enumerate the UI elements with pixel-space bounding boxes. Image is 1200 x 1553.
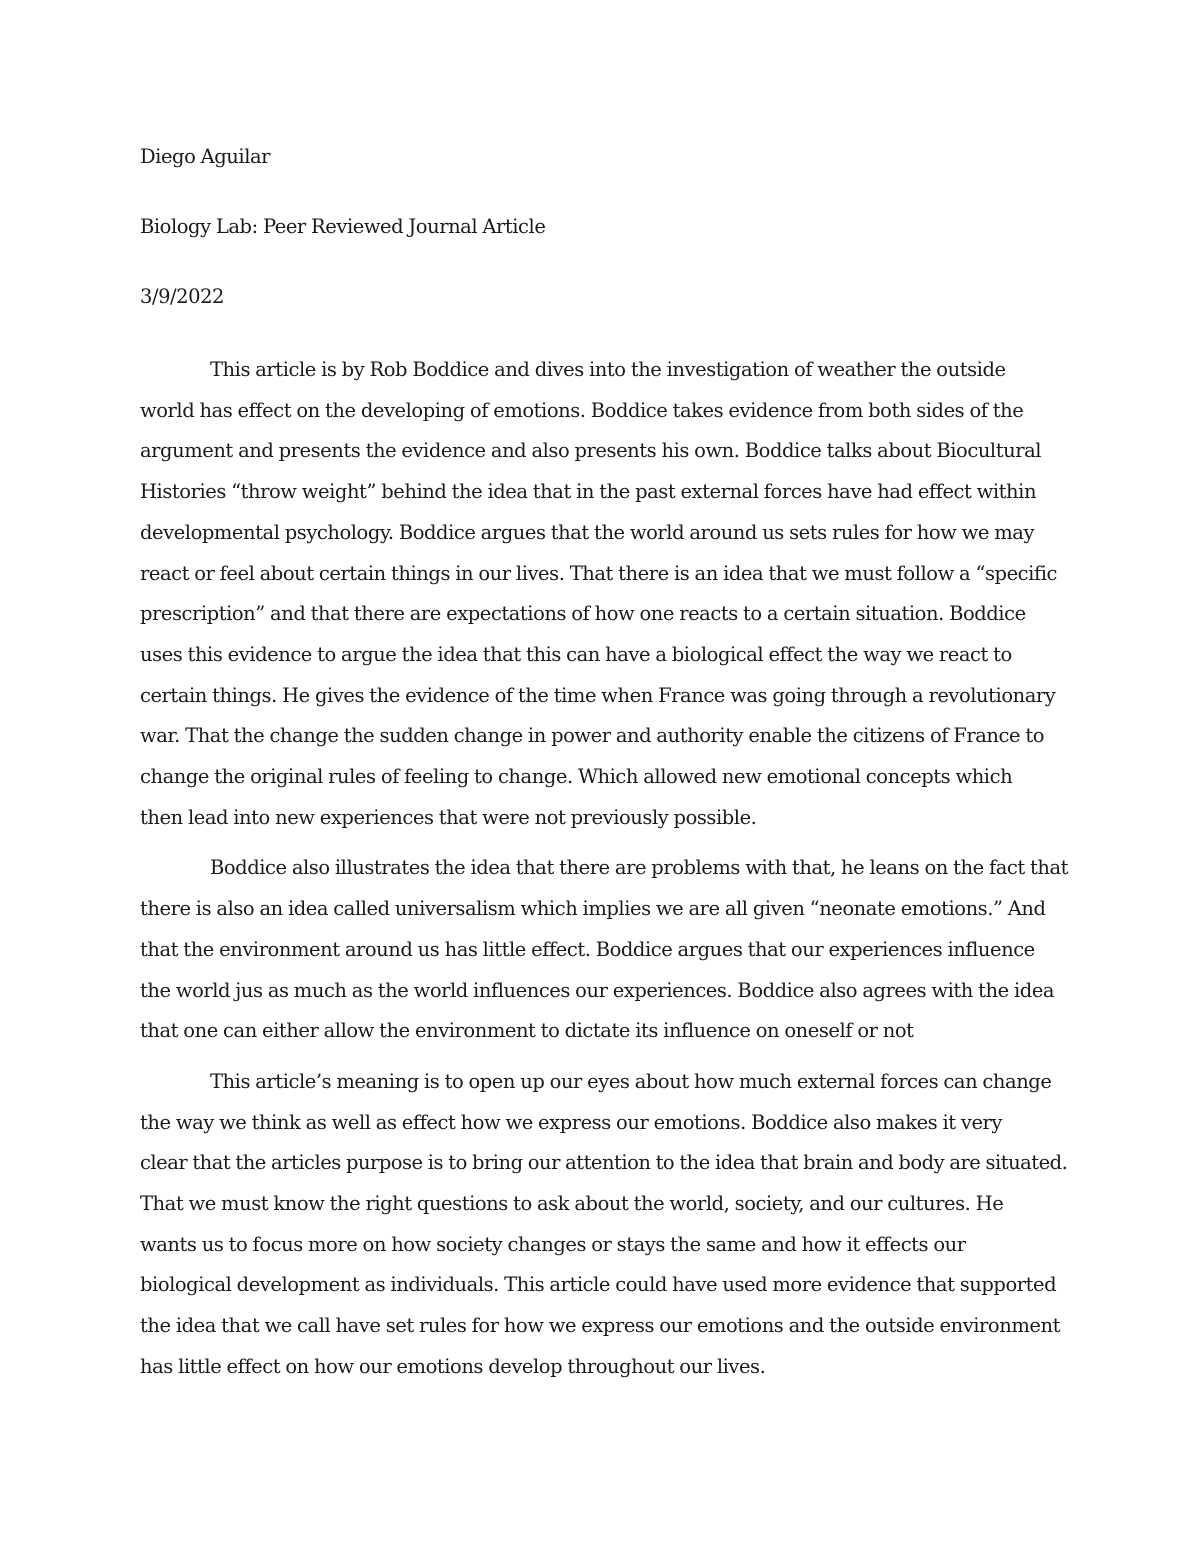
text-line: then lead into new experiences that were not previously possible.	[140, 805, 757, 829]
text-line: certain things. He gives the evidence of the time when France was going through a revolutionary	[140, 683, 1056, 707]
text-line: has little effect on how our emotions develop throughout our lives.	[140, 1354, 766, 1378]
text-line: That we must know the right questions to ask about the world, society, and our cultures. He	[140, 1192, 1004, 1216]
paragraph-3	[140, 1062, 1070, 1388]
text-line: the idea that we call have set rules for how we express our emotions and the outside environment	[140, 1314, 1060, 1338]
document-body	[140, 350, 1070, 1398]
text-line: Boddice also illustrates the idea that there are problems with that, he leans on the fact that	[210, 856, 1069, 880]
text-line: the way we think as well as effect how we express our emotions. Boddice also makes it very	[140, 1110, 1002, 1134]
text-line: This article’s meaning is to open up our eyes about how much external forces can change	[210, 1069, 1052, 1093]
text-line: the world jus as much as the world influences our experiences. Boddice also agrees with the idea	[140, 978, 1055, 1002]
text-line: biological development as individuals. This article could have used more evidence that supported	[140, 1273, 1057, 1297]
text-line: developmental psychology. Boddice argues that the world around us sets rules for how we may	[140, 520, 1035, 544]
text-line: prescription” and that there are expectations of how one reacts to a certain situation. Boddice	[140, 602, 1026, 626]
text-line: world has effect on the developing of emotions. Boddice takes evidence from both sides of the	[140, 398, 1024, 422]
text-line: that the environment around us has little effect. Boddice argues that our experiences influence	[140, 937, 1035, 961]
document-date: 3/9/2022	[140, 285, 224, 308]
text-line: This article is by Rob Boddice and dives into the investigation of weather the outside	[210, 358, 1006, 381]
text-line: argument and presents the evidence and also presents his own. Boddice talks about Biocultural	[140, 439, 1042, 463]
course-title: Biology Lab: Peer Reviewed Journal Article	[140, 215, 546, 238]
text-line: uses this evidence to argue the idea that this can have a biological effect the way we react to	[140, 642, 1012, 666]
text-line: react or feel about certain things in our lives. That there is an idea that we must follow a “specific	[140, 561, 1057, 585]
paragraph-1	[140, 350, 1070, 838]
text-line: that one can either allow the environment to dictate its influence on oneself or not	[140, 1019, 914, 1043]
text-line: change the original rules of feeling to change. Which allowed new emotional concepts which	[140, 765, 1013, 789]
text-line: clear that the articles purpose is to bring our attention to the idea that brain and body are situated.	[140, 1151, 1068, 1175]
text-line: war. That the change the sudden change in power and authority enable the citizens of France to	[140, 724, 1045, 748]
text-line: Histories “throw weight” behind the idea that in the past external forces have had effect within	[140, 480, 1037, 504]
text-line: wants us to focus more on how society changes or stays the same and how it effects our	[140, 1232, 966, 1256]
paragraph-2	[140, 848, 1070, 1052]
author-name: Diego Aguilar	[140, 145, 271, 168]
text-line: there is also an idea called universalism which implies we are all given “neonate emotions.” And	[140, 897, 1046, 921]
